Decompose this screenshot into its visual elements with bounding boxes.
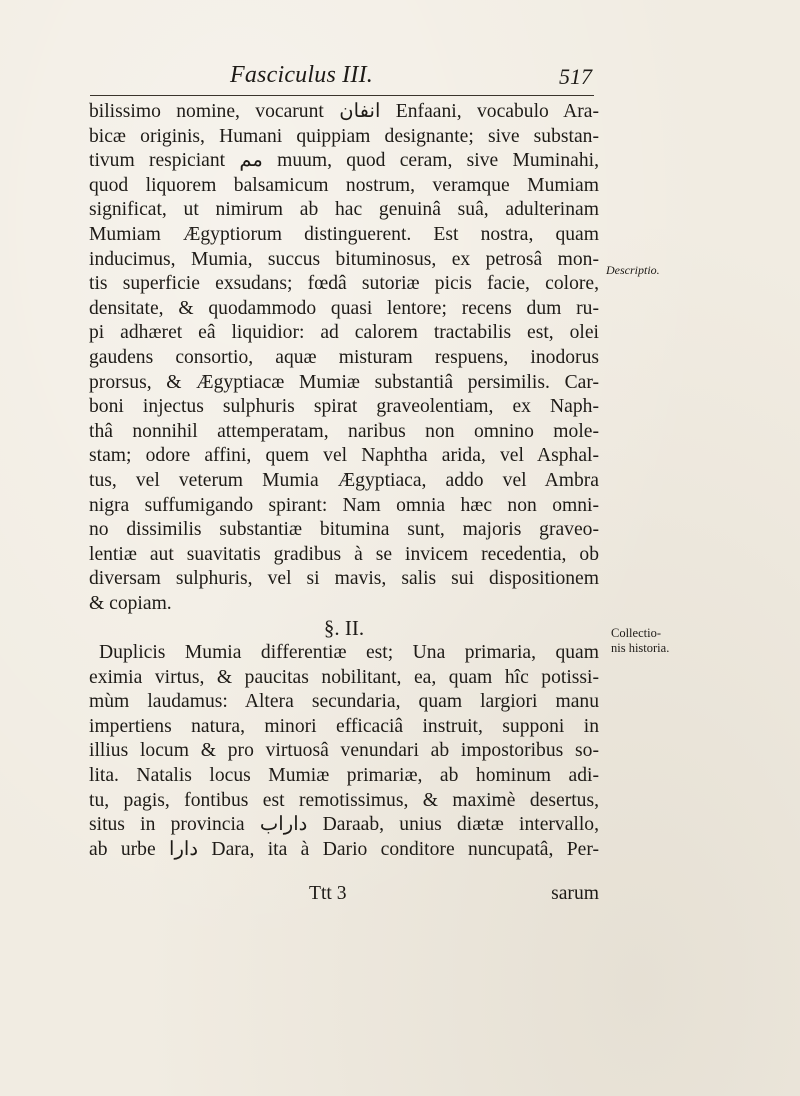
page-header: [80, 60, 600, 94]
page-footer: [89, 882, 599, 907]
text-line: bicæ originis, Humani quippiam designante; sive substan-: [89, 125, 599, 147]
text-line: & copiam.: [89, 592, 172, 614]
text-line: tu, pagis, fontibus est remotissimus, & maximè desertus,: [89, 789, 599, 811]
text-line: lita. Natalis locus Mumiæ primariæ, ab hominum adi-: [89, 765, 599, 787]
text-line: inducimus, Mumia, succus bituminosus, ex petrosâ mon-: [89, 248, 599, 270]
text-line: ab urbe دارا Dara, ita à Dario conditore nuncupatâ, Per-: [89, 838, 599, 860]
text-line: lentiæ aut suavitatis gradibus à se invicem recedentia, ob: [89, 543, 599, 565]
catchword: sarum: [551, 883, 599, 904]
text-line: stam; odore affini, quem vel Naphtha arida, vel Asphal-: [89, 445, 599, 467]
text-line: eximia virtus, & paucitas nobilitant, ea, quam hîc potissi-: [89, 666, 599, 688]
text-line: situs in provincia داراب Daraab, unius diætæ intervallo,: [89, 814, 599, 836]
margin-note-text: nis historia.: [611, 641, 670, 655]
text-line: nigra suffumigando spirant: Nam omnia hæc non omni-: [89, 494, 599, 516]
running-title: Fasciculus III.: [230, 62, 373, 88]
text-line: bilissimo nomine, vocarunt انفان Enfaani, vocabulo Ara-: [89, 101, 600, 122]
text-line: thâ nonnihil attemperatam, naribus non omnino mole-: [89, 420, 599, 442]
text-line: quod liquorem balsamicum nostrum, veramque Mumiam: [89, 174, 599, 196]
text-line: mùm laudamus: Altera secundaria, quam largiori manu: [89, 691, 599, 713]
signature-mark: Ttt 3: [309, 883, 347, 904]
margin-note-collectio: [611, 626, 669, 656]
margin-note-text: Collectio-: [611, 626, 661, 640]
text-line: boni injectus sulphuris spirat graveolentiam, ex Naph-: [89, 396, 599, 418]
text-line: significat, ut nimirum ab hac genuinâ suâ, adulterinam: [89, 199, 599, 221]
text-line: illius locum & pro virtuosâ venundari ab impostoribus so-: [89, 740, 599, 762]
text-line: Duplicis Mumia differentiæ est; Una primaria, quam: [99, 642, 599, 664]
main-text-block: [89, 100, 599, 862]
text-line: diversam sulphuris, vel si mavis, salis sui dispositionem: [89, 568, 599, 590]
text-line: no dissimilis substantiæ bitumina sunt, majoris graveo-: [89, 519, 599, 541]
text-line: impertiens natura, minori efficaciâ instruit, supponi in: [89, 715, 599, 737]
text-line: tivum respiciant مم muum, quod ceram, sive Muminahi,: [89, 150, 599, 172]
text-line: prorsus, & Ægyptiacæ Mumiæ substantiâ persimilis. Car-: [89, 371, 599, 393]
header-rule: [90, 95, 594, 96]
section-heading: §. II.: [323, 616, 365, 641]
text-line: densitate, & quodammodo quasi lentore; recens dum ru-: [89, 297, 599, 319]
margin-note-text: Descriptio.: [606, 263, 660, 277]
text-line: tus, vel veterum Mumia Ægyptiaca, addo vel Ambra: [89, 469, 599, 491]
text-line: Mumiam Ægyptiorum distinguerent. Est nostra, quam: [89, 223, 599, 245]
text-line: tis superficie exsudans; fœdâ sutoriæ picis facie, colore,: [89, 273, 599, 295]
page-number: 517: [559, 64, 592, 89]
margin-note-descriptio: [606, 263, 660, 277]
text-line: pi adhæret eâ liquidior: ad calorem tractabilis est, olei: [89, 322, 599, 344]
text-line: gaudens consortio, aquæ misturam respuens, inodorus: [89, 346, 599, 368]
